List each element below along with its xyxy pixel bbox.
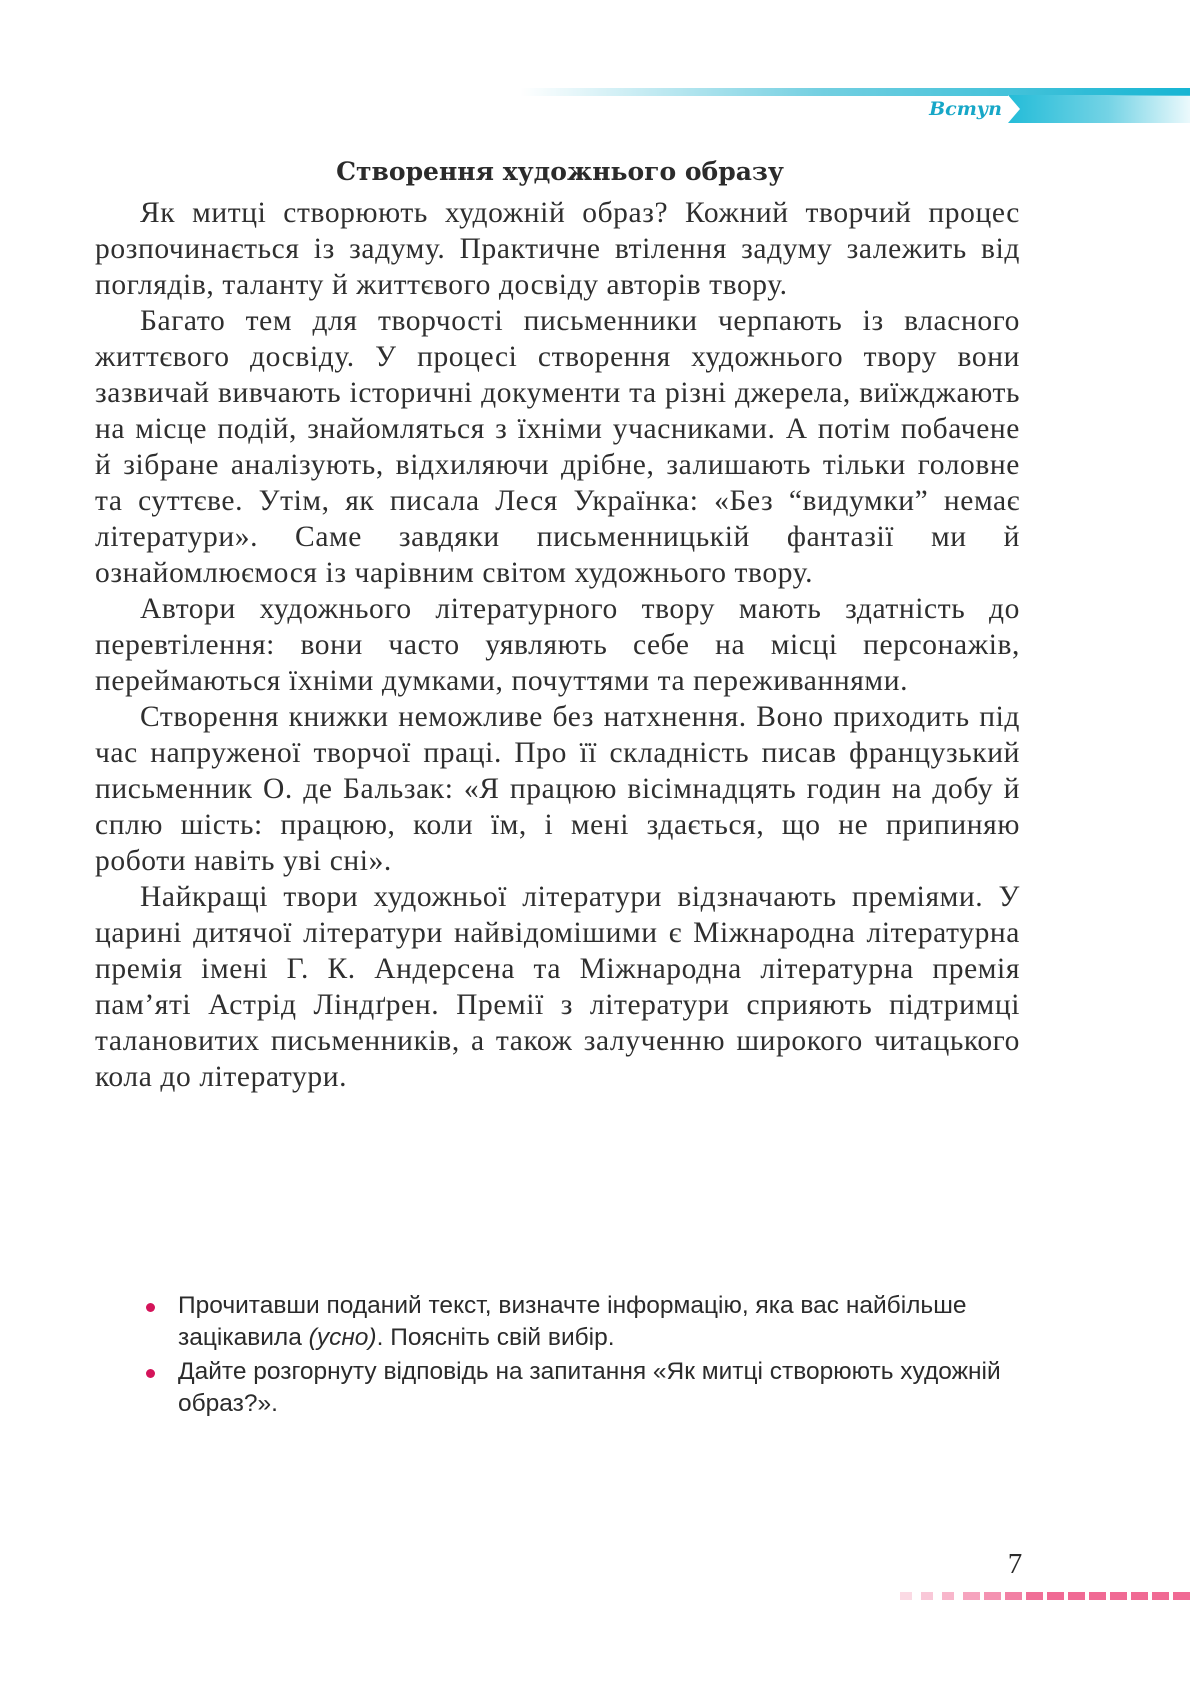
- bullet-icon: [146, 1369, 155, 1378]
- task-text-end: . Поясніть свій вибір.: [376, 1324, 615, 1351]
- body-text: [95, 195, 1020, 1095]
- footer-dash: [1131, 1592, 1148, 1600]
- section-label: Вступ: [929, 98, 1002, 120]
- footer-dash: [921, 1592, 933, 1600]
- task-list: [140, 1290, 1020, 1422]
- section-tab-background: [1008, 95, 1190, 123]
- task-item: [140, 1290, 1020, 1354]
- footer-dash: [1026, 1592, 1043, 1600]
- page-number: 7: [1007, 1548, 1023, 1580]
- task-item: [140, 1356, 1020, 1420]
- footer-dash: [1047, 1592, 1064, 1600]
- section-tab: [910, 95, 1190, 123]
- footer-dash: [1152, 1592, 1169, 1600]
- task-text: Прочитавши поданий текст, визначте інформацію, яка вас найбільше зацікавила: [178, 1292, 967, 1351]
- page-title: Створення художнього образу: [336, 156, 784, 186]
- footer-dash: [1089, 1592, 1106, 1600]
- paragraph: Створення книжки неможливе без натхнення. Воно приходить під час напруженої творчої праці. Про її складність писав французький письменник О. де Бальзак: «Я працюю вісімнадцять годин на добу й сплю шість: працюю, коли їм, і мені здається, що не припиняю роботи навіть уві сні».: [95, 701, 1020, 877]
- section-tab-arrow-icon: [1008, 95, 1020, 123]
- footer-dash: [1173, 1592, 1190, 1600]
- task-emphasis: (усно): [308, 1324, 377, 1351]
- footer-dash: [900, 1592, 912, 1600]
- footer-dash: [1005, 1592, 1022, 1600]
- footer-dash: [1110, 1592, 1127, 1600]
- footer-dash: [1068, 1592, 1085, 1600]
- bullet-icon: [146, 1303, 155, 1312]
- paragraph: Найкращі твори художньої літератури відзначають преміями. У царині дитячої літератури найвідомішими є Міжнародна літературна премія імені Г. К. Андерсена та Міжнародна літературна премія пам’яті Астрід Ліндґрен. Премії з літератури сприяють підтримці талановитих письменників, а також залученню широкого читацького кола до літератури.: [95, 881, 1020, 1093]
- task-text: Дайте розгорнуту відповідь на запитання «Як митці створюють художній образ?».: [178, 1358, 1001, 1417]
- footer-dash: [942, 1592, 954, 1600]
- footer-dash: [963, 1592, 980, 1600]
- paragraph: Автори художнього літературного твору мають здатність до перевтілення: вони часто уявляють себе на місці персонажів, переймаються їхніми думками, почуттями та переживаннями.: [95, 593, 1020, 697]
- paragraph: Як митці створюють художній образ? Кожний творчий процес розпочинається із задуму. Практичне втілення задуму залежить від поглядів, таланту й життєвого досвіду авторів твору.: [95, 197, 1020, 301]
- footer-dash-decoration: [900, 1592, 1190, 1600]
- paragraph: Багато тем для творчості письменники черпають із власного життєвого досвіду. У процесі створення художнього твору вони зазвичай вивчають історичні документи та різні джерела, виїжджають на місце подій, знайомляться з їхніми учасниками. А потім побачене й зібране аналізують, відхиляючи дрібне, залишають тільки головне та суттєве. Утім, як писала Леся Українка: «Без “видумки” немає літератури». Саме завдяки письменницькій фантазії ми й ознайомлюємося із чарівним світом художнього твору.: [95, 305, 1020, 589]
- footer-dash: [984, 1592, 1001, 1600]
